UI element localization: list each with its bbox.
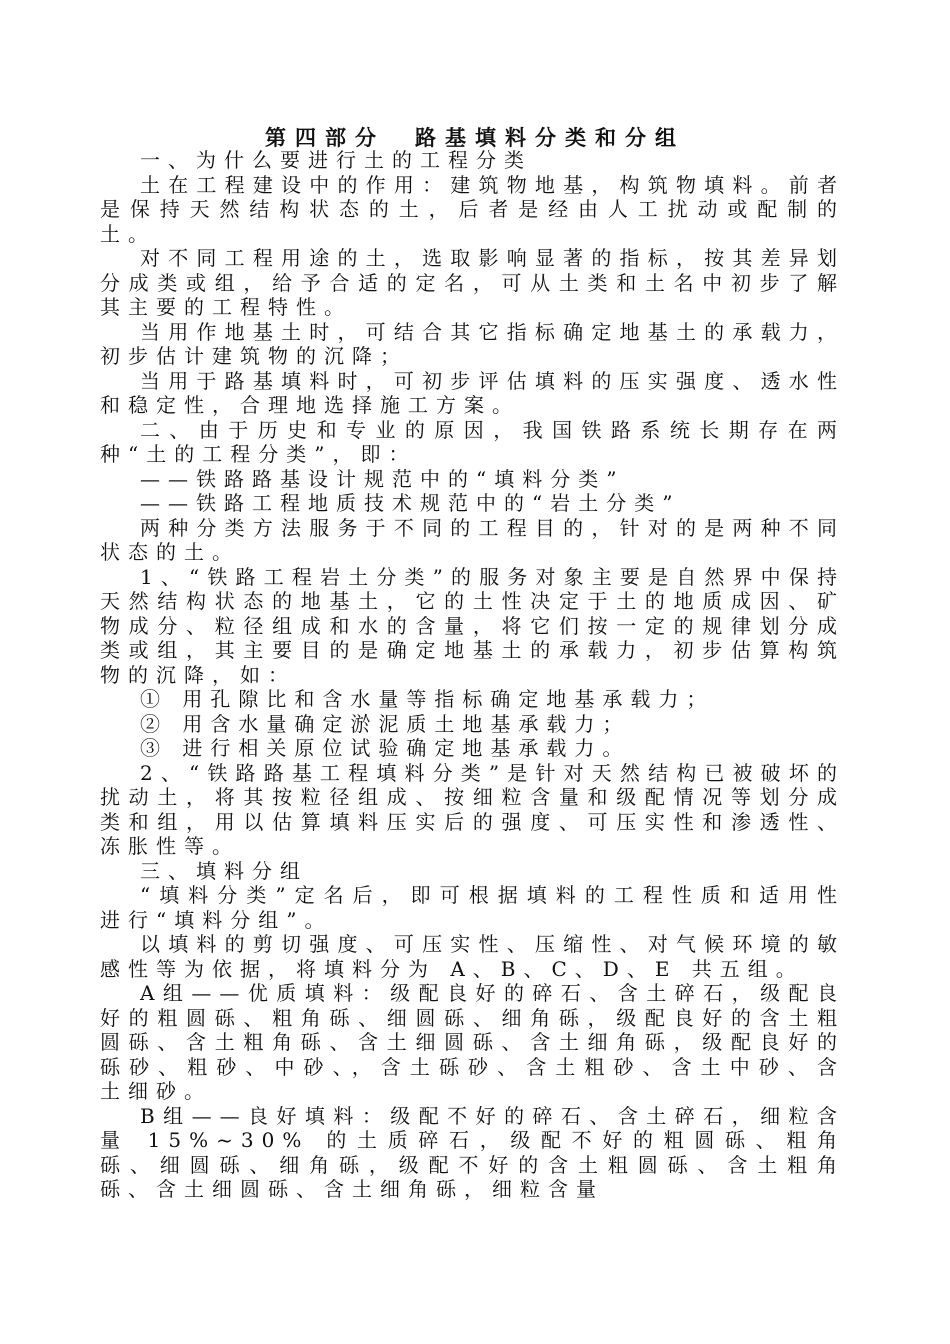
paragraph: 对不同工程用途的土，选取影响显著的指标，按其差异划分成类或组，给予合适的定名，可从土类和土名中初步了解其主要的工程特性。 [100, 246, 845, 319]
document-body [100, 148, 845, 1202]
paragraph: B组——良好填料：级配不好的碎石、含土碎石，细粒含量 15%~30% 的土质碎石，级配不好的粗圆砾、粗角砾、细圆砾、细角砾，级配不好的含土粗圆砾、含土粗角砾、含土细圆砾、含土细角砾，细粒含量 [100, 1103, 845, 1201]
paragraph: ——铁路路基设计规范中的“填料分类” [140, 466, 625, 491]
paragraph: ——铁路工程地质技术规范中的“岩土分类” [140, 491, 681, 515]
paragraph: 2、“铁路路基工程填料分类”是针对天然结构已被破坏的扰动土，将其按粒径组成、按细粒含量和级配情况等划分成类和组，用以估算填料压实后的强度、可压实性和渗透性、冻胀性等。 [100, 760, 845, 858]
paragraph: 土在工程建设中的作用：建筑物地基，构筑物填料。前者是保持天然结构状态的土，后者是经由人工扰动或配制的土。 [100, 172, 845, 246]
paragraph: A组——优质填料：级配良好的碎石、含土碎石，级配良好的粗圆砾、粗角砾、细圆砾、细角砾，级配良好的含土粗圆砾、含土粗角砾、含土细圆砾、含土细角砾，级配良好的砾砂、粗砂、中砂、，含土砾砂、含土粗砂、含土中砂、含土细砂。 [100, 981, 845, 1103]
paragraph: 1、“铁路工程岩土分类”的服务对象主要是自然界中保持天然结构状态的地基土，它的土性决定于土的地质成因、矿物成分、粒径组成和水的含量，将它们按一定的规律划分成类或组，其主要目的是确定地基土的承载力，初步估算构筑物的沉降，如： [100, 564, 845, 687]
paragraph: 当用于路基填料时，可初步评估填料的压实强度、透水性和稳定性，合理地选择施工方案。 [100, 368, 845, 417]
paragraph: 一、为什么要进行土的工程分类 [140, 148, 532, 172]
paragraph: ③ 进行相关原位试验确定地基承载力。 [140, 736, 631, 760]
paragraph: ② 用含水量确定淤泥质土地基承载力； [140, 711, 631, 736]
paragraph: 以填料的剪切强度、可压实性、压缩性、对气候环境的敏感性等为依据，将填料分为 A、B、C、D、E 共五组。 [100, 932, 845, 981]
paragraph: 当用作地基土时，可结合其它指标确定地基土的承载力，初步估计建筑物的沉降； [100, 319, 845, 368]
paragraph: ① 用孔隙比和含水量等指标确定地基承载力； [140, 687, 715, 711]
page-title: 第四部分 路基填料分类和分组 [265, 125, 685, 150]
paragraph: 三、填料分组 [140, 858, 308, 883]
paragraph: “填料分类”定名后，即可根据填料的工程性质和适用性进行“填料分组”。 [100, 883, 845, 932]
paragraph: 二、由于历史和专业的原因，我国铁路系统长期存在两种“土的工程分类”，即： [100, 417, 845, 466]
paragraph: 两种分类方法服务于不同的工程目的，针对的是两种不同状态的土。 [100, 515, 845, 564]
